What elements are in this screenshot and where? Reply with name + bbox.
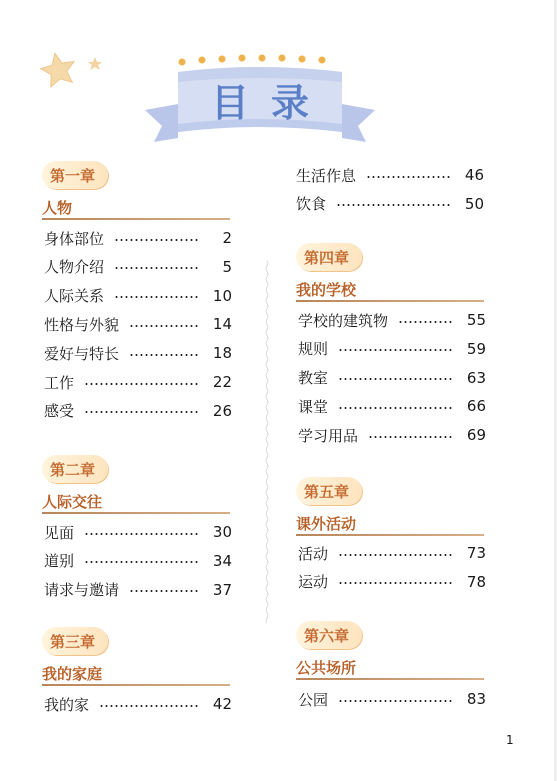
dot-leader: [366, 176, 452, 178]
toc-entry[interactable]: [44, 284, 232, 308]
toc-entry-page: 50: [464, 194, 484, 213]
chapter-underline: [296, 678, 484, 680]
toc-entry-label: 感受: [44, 402, 75, 421]
dot-leader: [129, 590, 200, 592]
toc-entry-label: 道别: [44, 552, 75, 571]
toc-entry-page: 26: [212, 401, 232, 420]
chapter-title: 人际交往: [42, 493, 103, 511]
toc-entry-label: 课堂: [298, 397, 329, 416]
toc-entry-label: 见面: [44, 523, 75, 542]
toc-entry[interactable]: [44, 312, 232, 336]
chapter-underline: [296, 534, 484, 536]
chapter-title: 我的学校: [296, 281, 357, 299]
page-number: 1: [506, 733, 514, 747]
dot-leader: [114, 239, 200, 241]
toc-entry-page: 78: [466, 572, 486, 591]
dot-leader: [398, 321, 454, 323]
chapter-badge: [300, 477, 359, 505]
toc-entry-page: 66: [466, 397, 486, 416]
toc-entry-label: 教室: [298, 369, 329, 388]
toc-entry-label: 性格与外貌: [44, 315, 120, 334]
dot-leader: [338, 554, 454, 556]
chapter-underline: [42, 218, 230, 220]
toc-entry-page: 83: [466, 690, 486, 708]
toc-entry[interactable]: [44, 255, 232, 279]
toc-entry-page: 69: [466, 426, 486, 445]
toc-entry[interactable]: [44, 549, 232, 573]
chapter-title: 我的家庭: [42, 665, 103, 683]
chapter-badge: [300, 243, 359, 271]
chapter-underline: [42, 512, 230, 514]
toc-entry-page: 22: [212, 373, 232, 391]
dot-leader: [338, 407, 454, 409]
dot-leader: [336, 204, 452, 206]
toc-entry-label: 生活作息: [296, 166, 357, 185]
dot-leader: [368, 436, 454, 438]
dot-leader: [84, 561, 200, 563]
toc-entry-page: 34: [212, 551, 232, 570]
toc-entry[interactable]: [298, 394, 486, 418]
dot-leader: [99, 705, 200, 707]
toc-entry-page: 73: [466, 544, 486, 562]
toc-entry-page: 14: [212, 315, 232, 334]
toc-entry-label: 饮食: [296, 195, 327, 214]
toc-entry-label: 爱好与特长: [44, 344, 120, 363]
toc-entry-label: 工作: [44, 373, 75, 392]
toc-entry[interactable]: [298, 687, 486, 711]
toc-entry-label: 身体部位: [44, 229, 105, 248]
toc-entry-page: 5: [222, 257, 232, 276]
chapter-title: 人物: [42, 199, 73, 217]
chapter-number: 第二章: [50, 460, 96, 479]
dot-leader: [84, 411, 200, 413]
title-banner: [140, 52, 380, 152]
toc-entry-label: 公园: [298, 690, 329, 709]
dot-leader: [84, 533, 200, 535]
toc-entry-page: 2: [222, 229, 232, 247]
toc-entry-label: 运动: [298, 573, 329, 592]
toc-entry[interactable]: [44, 226, 232, 250]
chapter-badge: [300, 621, 359, 649]
toc-entry-page: 59: [466, 339, 486, 358]
toc-entry[interactable]: [298, 570, 486, 594]
toc-entry-label: 规则: [298, 340, 329, 359]
dot-leader: [338, 378, 454, 380]
toc-entry-label: 人物介绍: [44, 258, 105, 277]
dot-leader: [129, 325, 200, 327]
chapter-underline: [42, 684, 230, 686]
chapter-badge: [46, 161, 105, 189]
chapter-underline: [296, 300, 484, 302]
toc-entry-label: 人际关系: [44, 287, 105, 306]
toc-entry[interactable]: [296, 163, 484, 187]
chapter-number: 第六章: [304, 626, 350, 645]
column-divider: [265, 170, 269, 714]
toc-entry-page: 55: [466, 311, 486, 329]
toc-entry-page: 10: [212, 286, 232, 305]
toc-entry-page: 63: [466, 368, 486, 387]
dot-leader: [338, 582, 454, 584]
star-decoration-icon: [38, 48, 108, 97]
toc-entry-label: 学习用品: [298, 426, 359, 445]
toc-entry[interactable]: [44, 520, 232, 544]
toc-entry[interactable]: [298, 541, 486, 565]
toc-entry[interactable]: [44, 692, 232, 716]
chapter-number: 第五章: [304, 482, 350, 501]
page-title: 目录: [210, 81, 331, 125]
toc-entry-page: 46: [464, 166, 484, 184]
dot-leader: [338, 700, 454, 702]
toc-entry[interactable]: [44, 578, 232, 602]
toc-entry-page: 42: [212, 695, 232, 713]
chapter-badge: [46, 627, 105, 655]
toc-entry-page: 18: [212, 344, 232, 363]
dot-leader: [84, 383, 200, 385]
toc-entry-label: 我的家: [44, 695, 90, 714]
toc-entry[interactable]: [298, 308, 486, 332]
dot-leader: [338, 349, 454, 351]
toc-entry[interactable]: [44, 399, 232, 423]
chapter-number: 第三章: [50, 632, 96, 651]
toc-entry-page: 30: [212, 523, 232, 541]
toc-entry-label: 学校的建筑物: [298, 311, 389, 330]
dot-leader: [114, 296, 200, 298]
toc-entry[interactable]: [44, 341, 232, 365]
toc-entry-label: 活动: [298, 544, 329, 563]
chapter-badge: [46, 455, 105, 483]
chapter-number: 第一章: [50, 166, 96, 185]
dot-leader: [129, 354, 200, 356]
toc-entry[interactable]: [298, 337, 486, 361]
toc-entry[interactable]: [296, 192, 484, 216]
toc-entry[interactable]: [298, 423, 486, 447]
toc-entry[interactable]: [44, 370, 232, 394]
toc-entry[interactable]: [298, 366, 486, 390]
toc-entry-page: 37: [212, 580, 232, 599]
toc-entry-label: 请求与邀请: [44, 581, 120, 600]
dot-leader: [114, 267, 200, 269]
chapter-title: 课外活动: [296, 515, 357, 533]
chapter-title: 公共场所: [296, 659, 357, 677]
chapter-number: 第四章: [304, 248, 350, 267]
